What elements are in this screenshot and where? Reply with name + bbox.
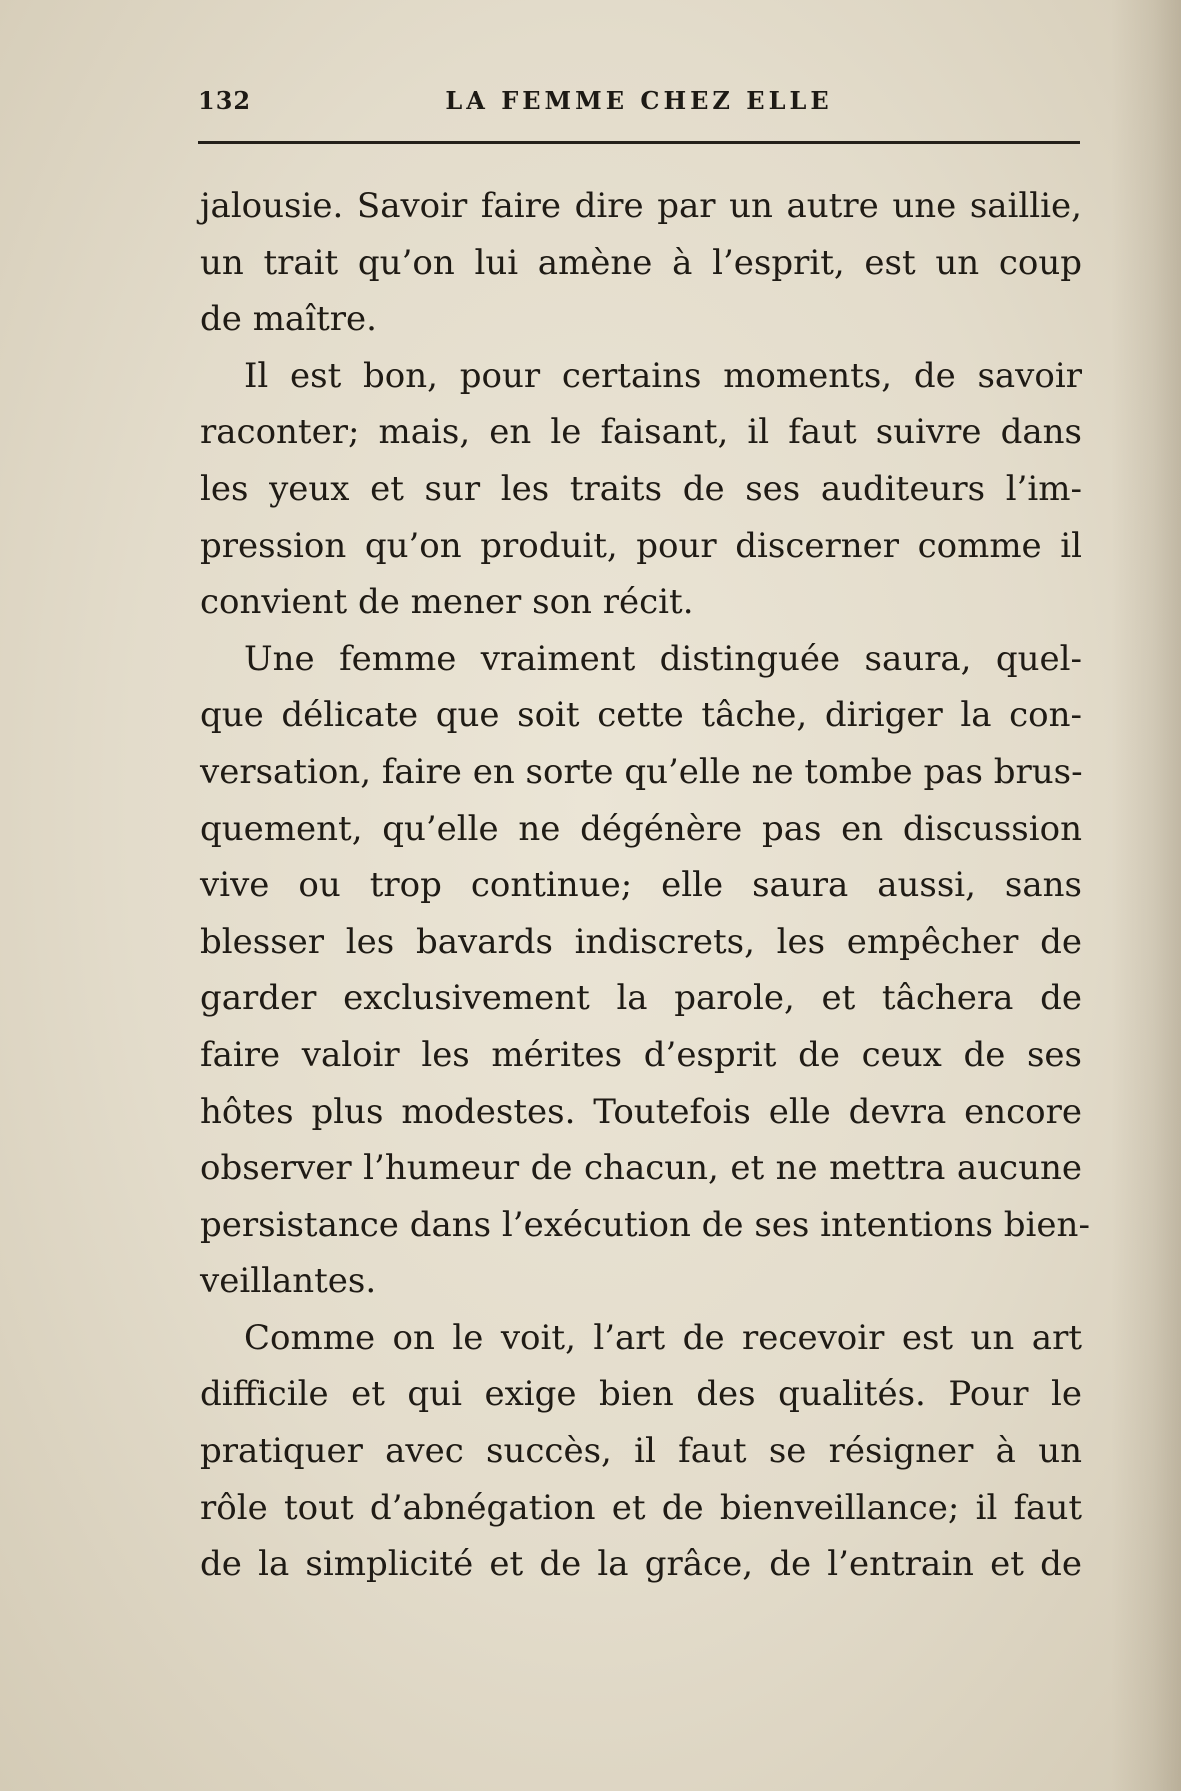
text-line: Une femme vraiment distinguée saura, quel- [244, 638, 1082, 679]
header-rule [198, 141, 1080, 144]
text-line: les yeux et sur les traits de ses auditeurs l’im- [200, 468, 1082, 509]
text-line: pression qu’on produit, pour discerner comme il [200, 525, 1082, 566]
text-line: difficile et qui exige bien des qualités. Pour le [200, 1374, 1082, 1415]
running-title: LA FEMME CHEZ ELLE [445, 86, 833, 115]
page-number: 132 [198, 86, 252, 115]
text-line: rôle tout d’abnégation et de bienveillance; il faut [200, 1487, 1082, 1528]
text-line: Comme on le voit, l’art de recevoir est un art [244, 1317, 1082, 1358]
page-header [198, 84, 1080, 124]
text-line: veillantes. [200, 1261, 377, 1302]
text-line: blesser les bavards indiscrets, les empêcher de [200, 921, 1082, 962]
text-line: de la simplicité et de la grâce, de l’entrain et de [200, 1544, 1082, 1585]
text-line: quement, qu’elle ne dégénère pas en discussion [200, 808, 1082, 849]
text-line: Il est bon, pour certains moments, de savoir [244, 355, 1082, 396]
body-text [200, 178, 1090, 1593]
text-line: garder exclusivement la parole, et tâchera de [200, 978, 1082, 1019]
text-line: persistance dans l’exécution de ses intentions bien- [200, 1204, 1090, 1245]
text-line: que délicate que soit cette tâche, diriger la con- [200, 695, 1082, 736]
text-line: jalousie. Savoir faire dire par un autre une saillie, [200, 186, 1082, 226]
text-line: un trait qu’on lui amène à l’esprit, est un coup [200, 242, 1082, 283]
page-edge-shadow [1111, 0, 1181, 1791]
text-line: hôtes plus modestes. Toutefois elle devra encore [200, 1091, 1082, 1132]
text-line: vive ou trop continue; elle saura aussi, sans [200, 865, 1082, 906]
text-line: faire valoir les mérites d’esprit de ceux de ses [200, 1034, 1082, 1075]
text-line: observer l’humeur de chacun, et ne mettra aucune [200, 1148, 1082, 1189]
text-line: de maître. [200, 299, 377, 340]
text-line: pratiquer avec succès, il faut se résigner à un [200, 1431, 1082, 1472]
text-line: raconter; mais, en le faisant, il faut suivre dans [200, 412, 1082, 453]
text-line: versation, faire en sorte qu’elle ne tombe pas brus- [200, 751, 1083, 792]
text-line: convient de mener son récit. [200, 582, 694, 623]
